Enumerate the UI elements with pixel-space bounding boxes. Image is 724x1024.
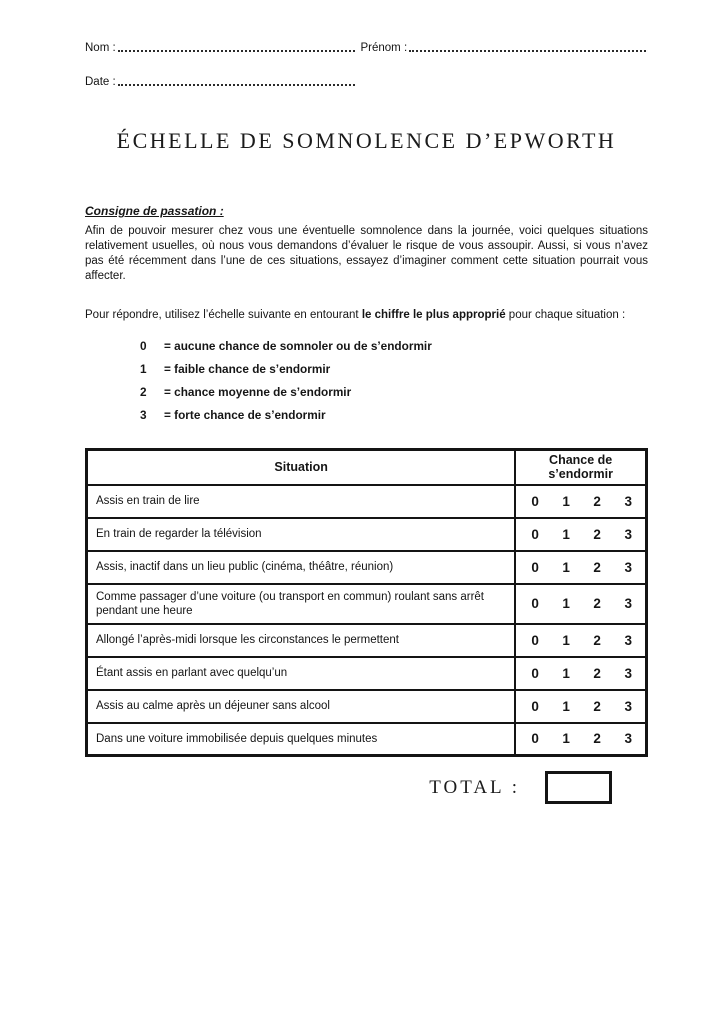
rating-option[interactable]: 0	[531, 731, 539, 747]
rating-option[interactable]: 2	[593, 559, 601, 575]
situation-label: En train de regarder la télévision	[96, 528, 262, 540]
rating-option[interactable]: 1	[562, 596, 570, 611]
rating-options	[516, 596, 645, 611]
situation-cell	[87, 690, 516, 723]
scale-item-3	[140, 408, 648, 423]
scale-item-1	[140, 362, 648, 377]
rating-scale-legend	[140, 339, 648, 423]
rating-option[interactable]: 0	[531, 698, 539, 714]
rating-option[interactable]: 3	[624, 596, 632, 611]
rating-option[interactable]: 2	[593, 632, 601, 648]
response-instructions	[85, 308, 648, 323]
rating-options	[516, 527, 645, 542]
rating-cell	[515, 518, 646, 551]
rating-cell	[515, 723, 646, 756]
rating-option[interactable]: 2	[593, 698, 601, 714]
rating-option[interactable]: 3	[624, 493, 632, 509]
rating-options	[516, 666, 645, 681]
response-intro-bold: le chiffre le plus approprié	[361, 309, 506, 321]
scale-value: 2	[140, 385, 147, 399]
table-header-row	[87, 450, 647, 485]
scale-label: = faible chance de s’endormir	[164, 362, 331, 376]
situation-column-header: Situation	[87, 450, 516, 485]
rating-option[interactable]: 1	[562, 731, 570, 747]
scale-item-0	[140, 339, 648, 354]
situation-label: Comme passager d’une voiture (ou transport en commun) roulant sans arrêt pendant une heure	[96, 590, 484, 617]
scale-value: 1	[140, 362, 147, 376]
rating-options	[516, 494, 645, 509]
rating-option[interactable]: 0	[531, 665, 539, 681]
situation-cell	[87, 657, 516, 690]
prenom-field-line[interactable]	[409, 40, 646, 52]
table-row	[87, 690, 647, 723]
rating-options	[516, 560, 645, 575]
table-row	[87, 518, 647, 551]
table-row	[87, 624, 647, 657]
situation-label: Assis au calme après un déjeuner sans alcool	[96, 700, 330, 712]
rating-option[interactable]: 2	[593, 526, 601, 542]
prenom-label: Prénom :	[360, 42, 408, 54]
rating-cell	[515, 624, 646, 657]
table-row	[87, 657, 647, 690]
scale-value: 0	[140, 339, 147, 353]
situation-cell	[87, 624, 516, 657]
rating-option[interactable]: 0	[531, 493, 539, 509]
rating-options	[516, 699, 645, 714]
response-intro-pre: Pour répondre, utilisez l’échelle suivante en entourant	[85, 309, 362, 321]
rating-option[interactable]: 3	[624, 559, 632, 575]
situation-cell	[87, 551, 516, 584]
rating-option[interactable]: 0	[531, 526, 539, 542]
scale-label: = chance moyenne de s’endormir	[164, 385, 352, 399]
situation-label: Étant assis en parlant avec quelqu’un	[96, 667, 288, 679]
total-label: TOTAL :	[429, 776, 520, 798]
page-title: ÉCHELLE DE SOMNOLENCE D’EPWORTH	[116, 128, 617, 153]
rating-options	[516, 731, 645, 746]
total-score-box[interactable]	[545, 771, 612, 804]
situations-body	[87, 485, 647, 756]
situation-label: Allongé l’après-midi lorsque les circonstances le permettent	[96, 634, 399, 646]
total-row	[85, 771, 648, 804]
rating-option[interactable]: 3	[624, 665, 632, 681]
situation-label: Assis, inactif dans un lieu public (cinéma, théâtre, réunion)	[96, 561, 394, 573]
situation-label: Assis en train de lire	[96, 495, 200, 507]
rating-option[interactable]: 1	[562, 698, 570, 714]
scale-label: = aucune chance de somnoler ou de s’endormir	[164, 339, 432, 353]
scale-value: 3	[140, 408, 147, 422]
rating-option[interactable]: 0	[531, 632, 539, 648]
rating-option[interactable]: 2	[593, 731, 601, 747]
table-row	[87, 723, 647, 756]
rating-option[interactable]: 3	[624, 731, 632, 747]
rating-option[interactable]: 0	[531, 559, 539, 575]
rating-option[interactable]: 3	[624, 526, 632, 542]
rating-cell	[515, 485, 646, 518]
scale-item-2	[140, 385, 648, 400]
instructions-heading: Consigne de passation :	[85, 204, 224, 218]
date-label: Date :	[85, 76, 116, 88]
rating-option[interactable]: 1	[562, 665, 570, 681]
rating-options	[516, 633, 645, 648]
rating-option[interactable]: 3	[624, 632, 632, 648]
rating-cell	[515, 551, 646, 584]
table-row	[87, 485, 647, 518]
chance-column-header: Chance de s’endormir	[515, 450, 646, 485]
instructions-body: Afin de pouvoir mesurer chez vous une éventuelle somnolence dans la journée, voici quelques situations relativement usuelles, où nous vous demandons d’évaluer le risque de vous assoupir. Aussi, si vous n’avez pas été récemment dans l’une de ces situations, essayez d’imaginer comment cette situation pourrait vous affecter.	[85, 225, 648, 282]
response-intro-post: pour chaque situation :	[505, 309, 626, 321]
rating-option[interactable]: 2	[593, 596, 601, 611]
date-field-line[interactable]	[118, 74, 355, 86]
rating-option[interactable]: 2	[593, 665, 601, 681]
name-row	[85, 38, 648, 54]
rating-option[interactable]: 1	[562, 526, 570, 542]
situation-cell	[87, 485, 516, 518]
rating-option[interactable]: 1	[562, 493, 570, 509]
rating-option[interactable]: 2	[593, 493, 601, 509]
situation-cell	[87, 584, 516, 624]
table-row	[87, 551, 647, 584]
rating-option[interactable]: 1	[562, 559, 570, 575]
table-row	[87, 584, 647, 624]
rating-cell	[515, 657, 646, 690]
nom-field-line[interactable]	[118, 40, 355, 52]
rating-option[interactable]: 0	[531, 596, 539, 611]
situation-label: Dans une voiture immobilisée depuis quelques minutes	[96, 732, 378, 745]
rating-option[interactable]: 3	[624, 698, 632, 714]
scale-label: = forte chance de s’endormir	[164, 408, 326, 422]
rating-option[interactable]: 1	[562, 632, 570, 648]
situation-cell	[87, 723, 516, 756]
date-row	[85, 72, 648, 88]
situations-table	[85, 448, 648, 757]
rating-cell	[515, 690, 646, 723]
rating-cell	[515, 584, 646, 624]
nom-label: Nom :	[85, 42, 116, 54]
situation-cell	[87, 518, 516, 551]
